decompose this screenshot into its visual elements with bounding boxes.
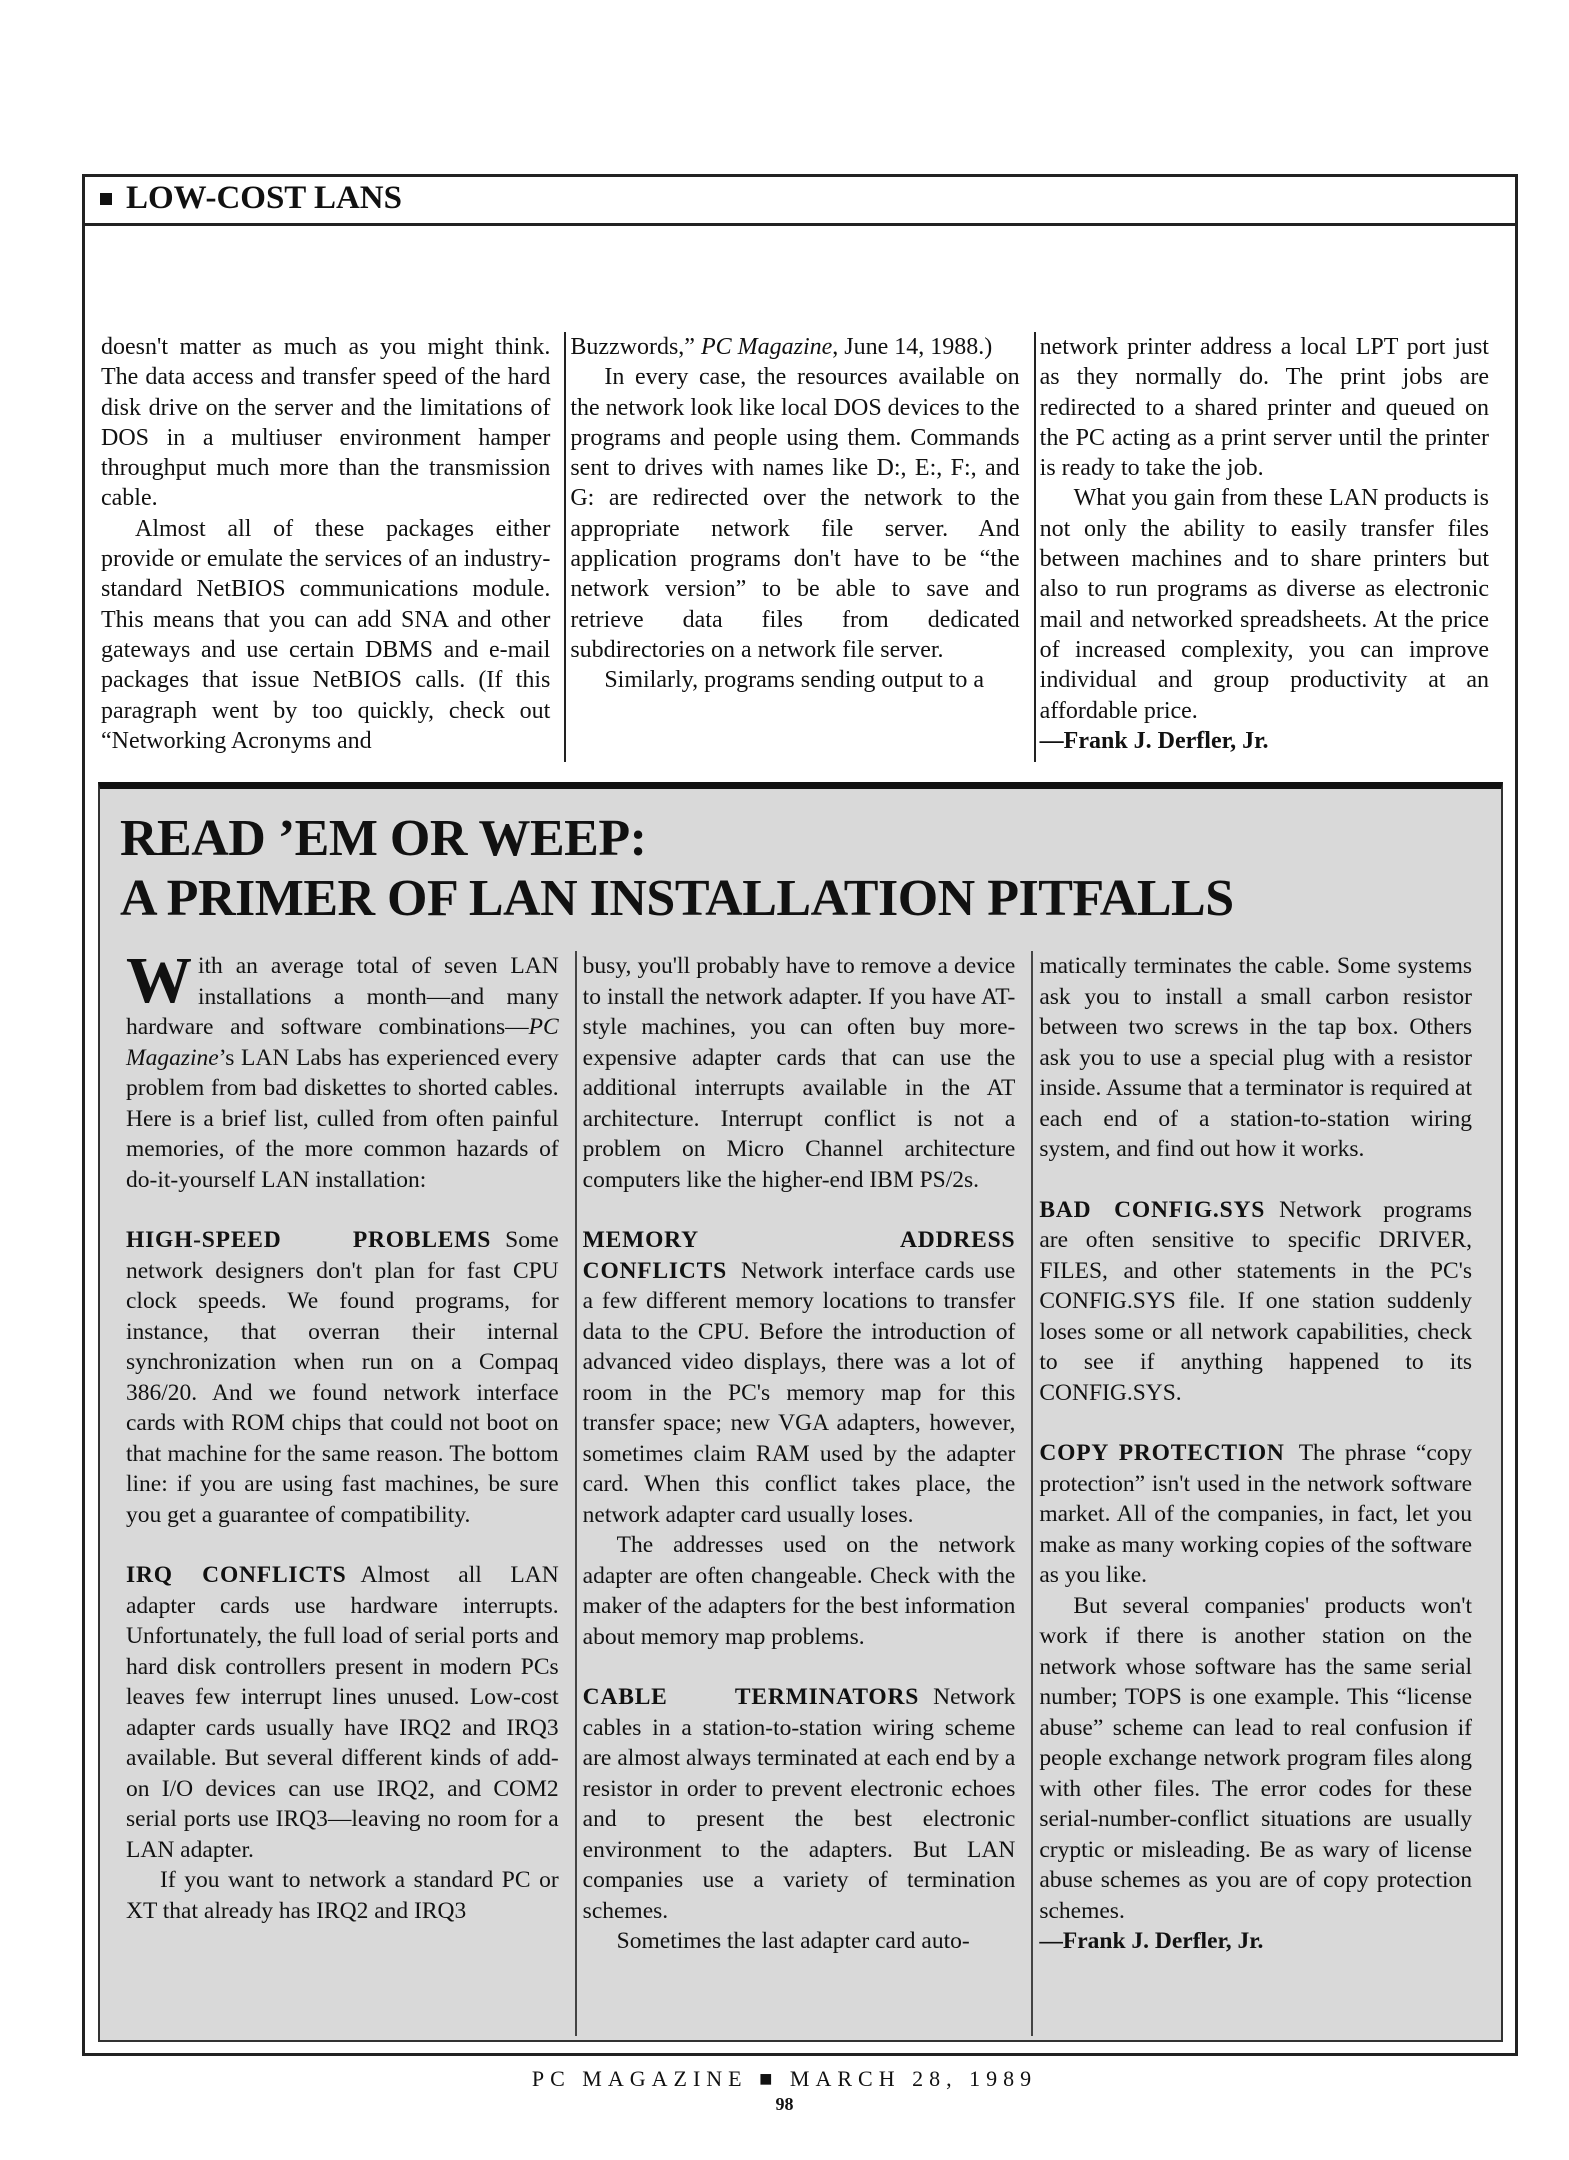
top-article-column-3 [1036,332,1503,762]
text-run: ’s LAN Labs has experienced every problem from bad diskettes to shorted cables. Here is a brief list, culled from often painful memories, of the more common hazards of do-it-yourself LAN installation: [126,1044,559,1193]
author-signature: —Frank J. Derfler, Jr. [1039,1928,1264,1954]
subhead-high-speed: HIGH-SPEED PROBLEMS [126,1227,492,1253]
text-run: , June 14, 1988.) [832,334,993,360]
paragraph: doesn't matter as much as you might think. The data access and transfer speed of the hard disk drive on the server and the limitations of DOS in a multiuser environment hamper throughput much more than the transmission cable. [101,334,551,512]
footer-magazine: PC MAGAZINE [531,2066,748,2091]
paragraph [126,1225,559,1530]
paragraph [570,332,1019,362]
text-run: Network programs are often sensitive to specific DRIVER, FILES, and other statements in the PC's CONFIG.SYS file. If one station suddenly loses some or all network capabilities, check to see if anything happened to its CONFIG.SYS. [1039,1196,1473,1406]
section-header-label: LOW-COST LANS [126,180,402,216]
text-run: Almost all LAN adapter cards use hardware interrupts. Unfortunately, the full load of serial ports and hard disk controllers present in modern PCs leaves few interrupt lines unused. Low-cost adapter cards usually have IRQ2 and IRQ3 available. But several different kinds of add-on I/O devices can use IRQ2, and COM2 serial ports use IRQ3—leaving no room for a LAN adapter. [126,1562,559,1863]
paragraph [126,1560,559,1865]
top-article-column-1 [97,332,566,762]
text-run: The phrase “copy protection” isn't used in the network software market. All of the companies, in fact, let you make as many working copies of the software as you like. [1039,1440,1473,1588]
text-run: Network cables in a station-to-station wiring scheme are almost always terminated at each end by a resistor in order to prevent electronic echoes and to present the best electronic environment to the adapters. But LAN companies use a variety of termination schemes. [582,1684,1016,1924]
paragraph: Sometimes the last adapter card auto- [616,1928,970,1954]
top-article [97,332,1503,762]
magazine-name: PC Magazine [700,334,833,360]
footer-bullet-icon: ■ [759,2066,779,2091]
subhead-cable: CABLE TERMINATORS [582,1684,920,1710]
sidebar-box [98,782,1503,2042]
bullet-square-icon [100,193,112,205]
sidebar-column-3 [1033,951,1488,2036]
paragraph [583,1682,1016,1926]
subhead-irq: IRQ CONFLICTS [126,1562,347,1588]
page-footer [0,2066,1569,2092]
sidebar-column-1 [120,944,577,2036]
top-article-column-2 [566,332,1035,762]
paragraph: What you gain from these LAN products is not only the ability to easily transfer files between machines and to share printers but also to run programs as diverse as electronic mail and networked spreadsheets. At the price of increased complexity, you can improve individual and group productivity at an affordable price. [1039,485,1489,724]
paragraph: matically terminates the cable. Some systems ask you to install a small carbon resistor between two screws in the tap box. Others ask you to use a special plug with a resistor inside. Assume that a terminator is required at each end of a station-to-station wiring system, and find out how it works. [1039,953,1473,1162]
subhead-memory: MEMORY ADDRESS CONFLICTS [582,1227,1016,1284]
paragraph [1039,1438,1472,1591]
magazine-name: PC Magazine [126,1014,559,1071]
text-run: Network interface cards use a few different memory locations to transfer data to the CPU. Before the introduction of advanced video displays, there was a lot of room in the PC's memory map for this transfer space; new VGA adapters, however, sometimes claim RAM used by the adapter card. When this conflict takes place, the network adapter card usually loses. [582,1257,1016,1528]
footer-date: MARCH 28, 1989 [789,2066,1038,2091]
paragraph: If you want to network a standard PC or XT that already has IRQ2 and IRQ3 [126,1867,559,1924]
author-signature: —Frank J. Derfler, Jr. [1039,727,1269,754]
drop-cap: W [126,944,192,1017]
section-header [82,174,1518,226]
text-run: Some network designers don't plan for fast CPU clock speeds. We found programs, for instance, that overran their internal synchronization when run on a Compaq 386/20. And we found network interface cards with ROM chips that could not boot on that machine for the same reason. The bottom line: if you are using fast machines, be sure you get a guarantee of compatibility. [126,1227,559,1528]
subhead-config: BAD CONFIG.SYS [1039,1196,1266,1223]
text-run: Buzzwords,” [570,334,701,360]
paragraph: network printer address a local LPT port just as they normally do. The print jobs are redirected to a shared printer and queued on the PC acting as a print server until the printer is ready to take the job. [1039,334,1489,482]
paragraph: busy, you'll probably have to remove a device to install the network adapter. If you have AT-style machines, you can often buy more-expensive adapter cards that can use the additional interrupts available in the AT architecture. Interrupt conflict is not a problem on Micro Channel architecture computers like the higher-end IBM PS/2s. [582,953,1016,1193]
sidebar-columns [120,944,1488,2036]
page-number: 98 [775,2094,794,2114]
paragraph: But several companies' products won't work if there is another station on the network whose software has the same serial number; TOPS is one example. This “license abuse” scheme can lead to real confusion if people exchange network program files along with other files. The error codes for these serial-number-conflict situations are usually cryptic or misleading. Be as wary of license abuse schemes as you are of copy protection schemes. [1039,1592,1473,1924]
sidebar-title-line-1: READ ’EM OR WEEP: [120,810,647,867]
paragraph [583,1225,1016,1530]
intro-paragraph [126,944,559,1195]
text-run: ith an average total of seven LAN installations a month—and many hardware and software combinations— [126,953,559,1040]
paragraph [1039,1195,1472,1409]
paragraph: Similarly, programs sending output to a [604,667,985,694]
paragraph: Almost all of these packages either provide or emulate the services of an industry-standard NetBIOS communications module. This means that you can add SNA and other gateways and use certain DBMS and e-mail packages that issue NetBIOS calls. (If this paragraph went by too quickly, check out “Networking Acronyms and [101,515,551,754]
paragraph: The addresses used on the network adapter are often changeable. Check with the maker of the adapters for the best information about memory map problems. [582,1532,1016,1650]
sidebar-column-2 [577,951,1034,2036]
paragraph: In every case, the resources available on the network look like local DOS devices to the programs and people using them. Commands sent to drives with names like D:, E:, F:, and G: are redirected over the network to the appropriate network file server. And application programs don't have to be “the network version” to be able to save and retrieve data files from dedicated subdirectories on a network file server. [570,364,1020,663]
sidebar-title-line-2: A PRIMER OF LAN INSTALLATION PITFALLS [120,870,1234,927]
sidebar-title [120,809,1234,929]
subhead-copy: COPY PROTECTION [1039,1440,1285,1466]
